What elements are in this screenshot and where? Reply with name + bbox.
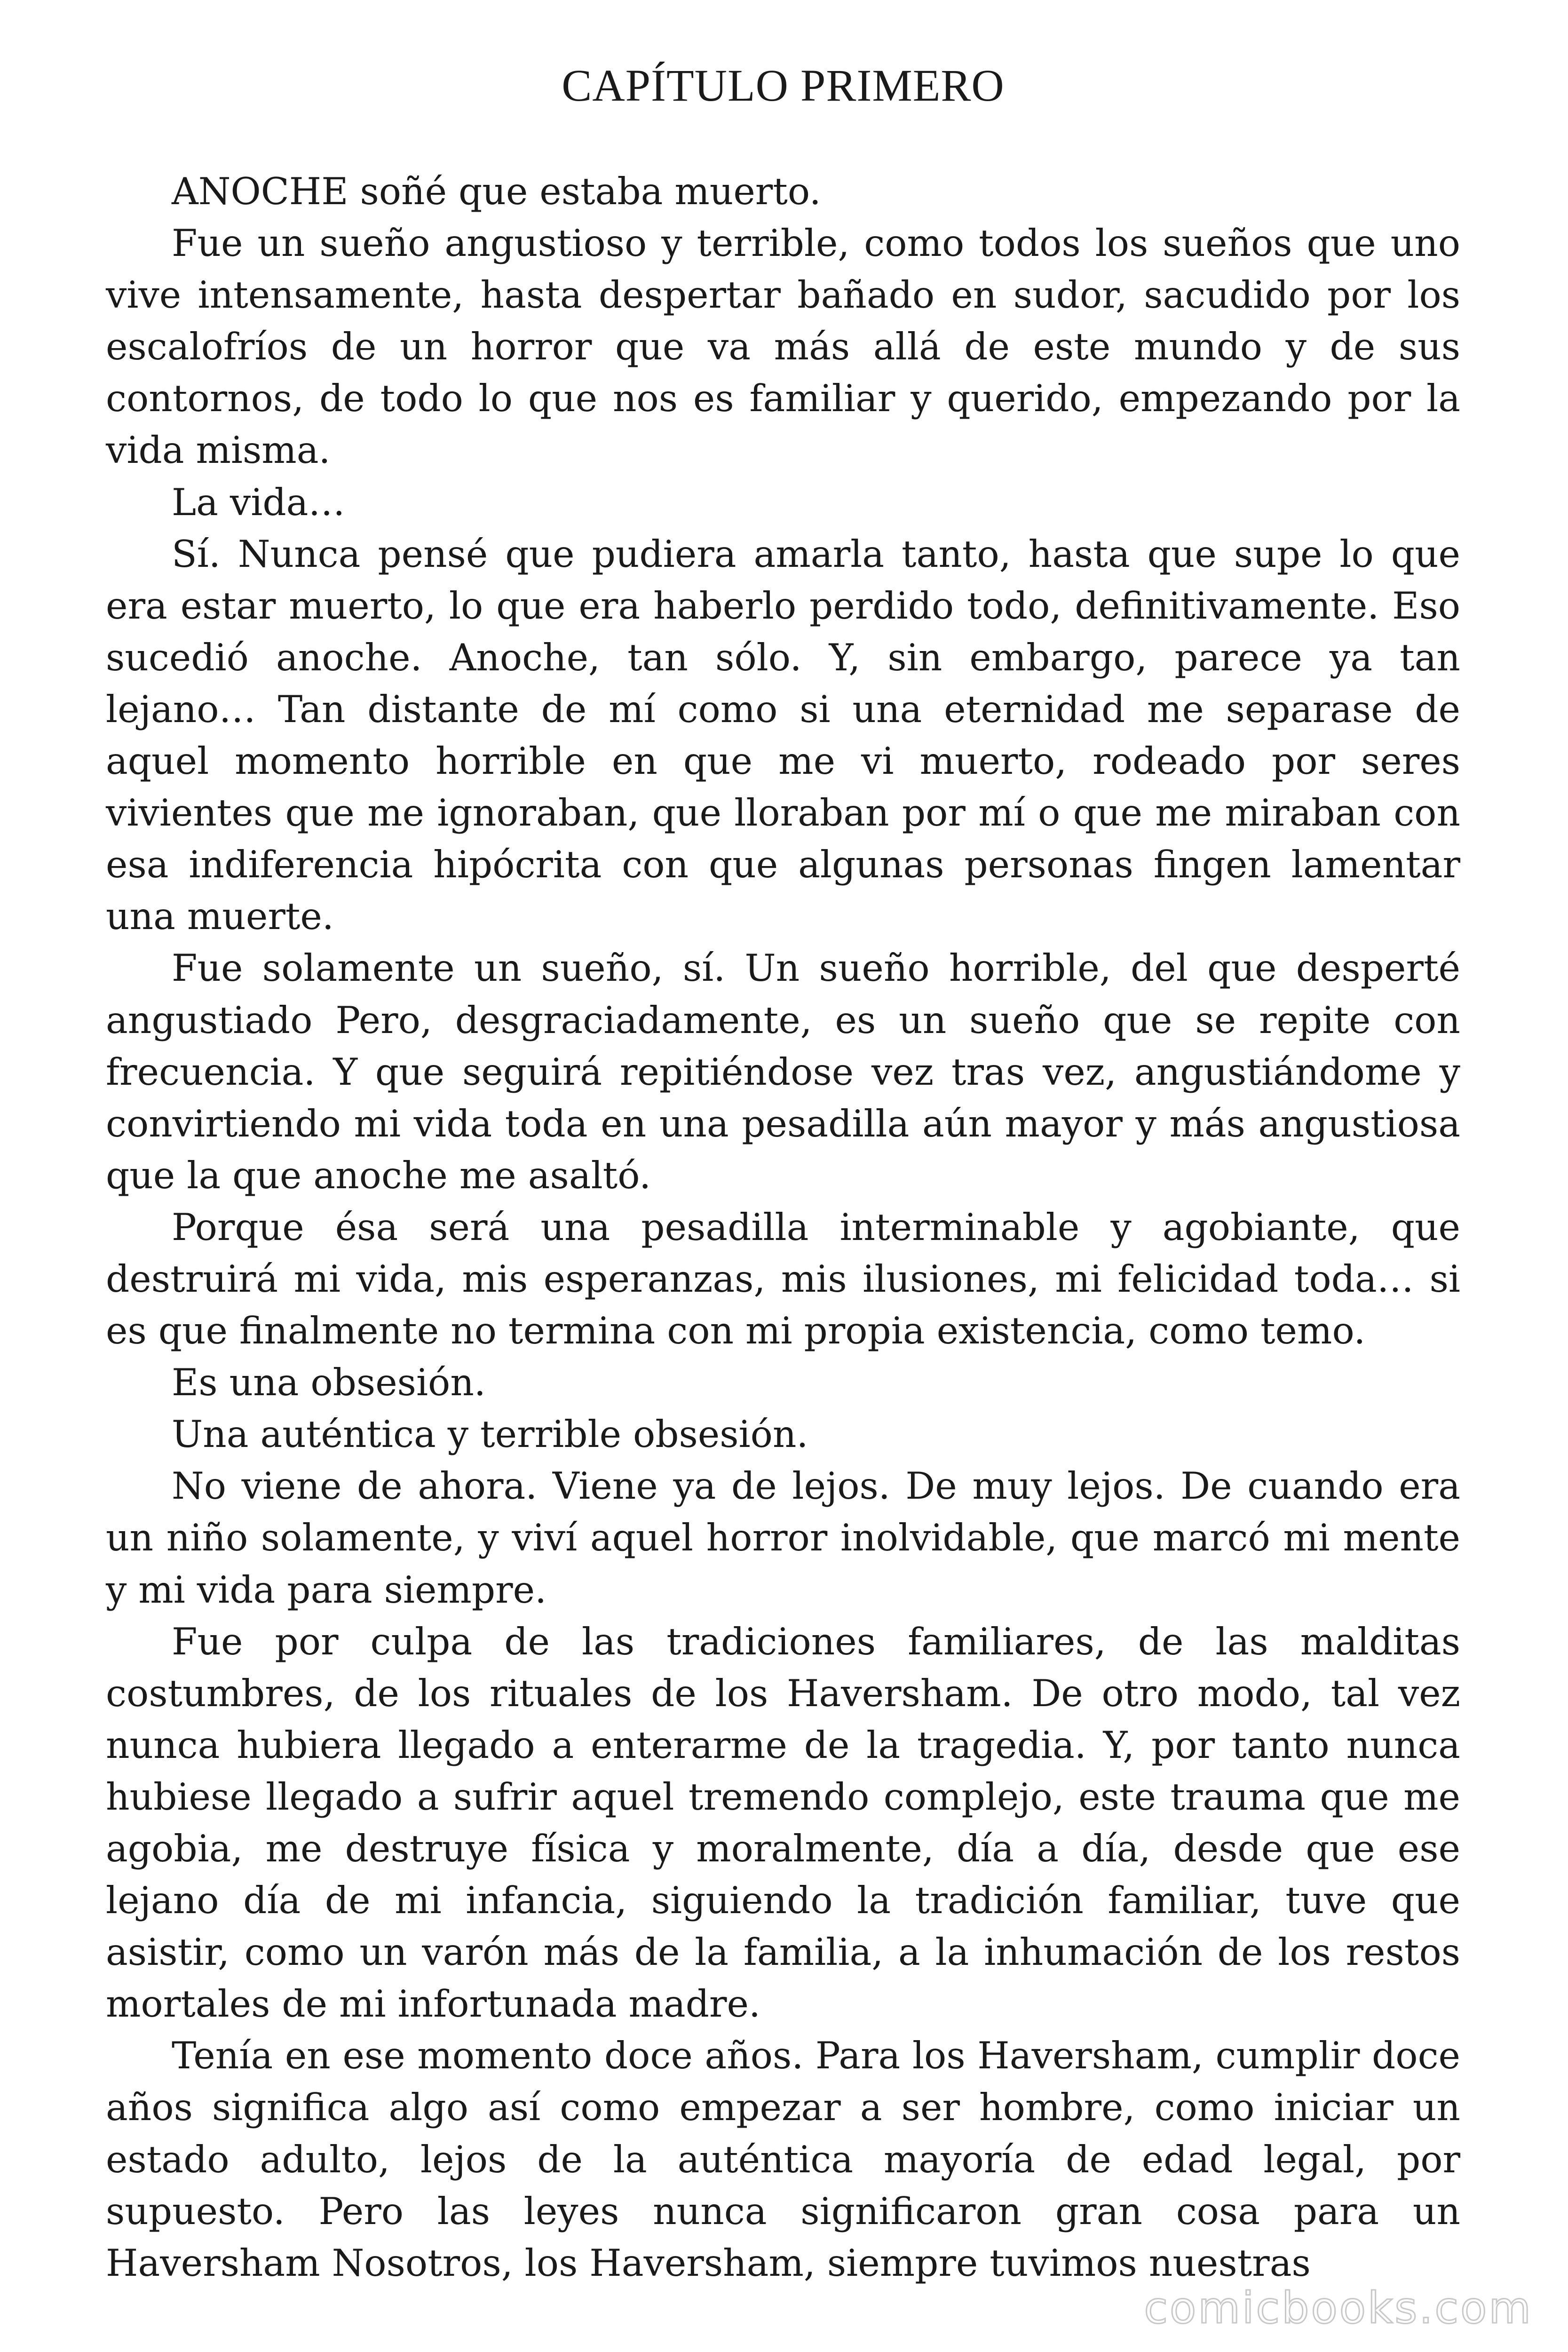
paragraph: Fue un sueño angustioso y terrible, como todos los sueños que uno vive intensamente, hasta despertar bañado en sudor, sacudido por los escalofríos de un horror que va más allá de este mundo y de sus contornos, de todo lo que nos es familiar y querido, empezando por la vida misma. <box>106 222 1460 472</box>
watermark: comicbooks.com <box>1144 2283 1533 2333</box>
paragraph: No viene de ahora. Viene ya de lejos. De muy lejos. De cuando era un niño solamente, y viví aquel horror inolvidable, que marcó mi mente y mi vida para siempre. <box>106 1464 1460 1612</box>
chapter-body <box>106 166 1460 2289</box>
paragraph: Fue solamente un sueño, sí. Un sueño horrible, del que desperté angustiado Pero, desgraciadamente, es un sueño que se repite con frecuencia. Y que seguirá repitiéndose vez tras vez, angustiándome y convirtiendo mi vida toda en una pesadilla aún mayor y más angustiosa que la que anoche me asaltó. <box>106 946 1460 1197</box>
paragraph: Sí. Nunca pensé que pudiera amarla tanto, hasta que supe lo que era estar muerto, lo que era haberlo perdido todo, definitivamente. Eso sucedió anoche. Anoche, tan sólo. Y, sin embargo, parece ya tan lejano… Tan distante de mí como si una eternidad me separase de aquel momento horrible en que me vi muerto, rodeado por seres vivientes que me ignoraban, que lloraban por mí o que me miraban con esa indiferencia hipócrita con que algunas personas fingen lamentar una muerte. <box>106 532 1460 938</box>
paragraph: Fue por culpa de las tradiciones familiares, de las malditas costumbres, de los rituales de los Haversham. De otro modo, tal vez nunca hubiera llegado a enterarme de la tragedia. Y, por tanto nunca hubiese llegado a sufrir aquel tremendo complejo, este trauma que me agobia, me destruye física y moralmente, día a día, desde que ese lejano día de mi infancia, siguiendo la tradición familiar, tuve que asistir, como un varón más de la familia, a la inhumación de los restos mortales de mi infortunada madre. <box>106 1620 1460 2026</box>
paragraph: ANOCHE soñé que estaba muerto. <box>172 170 821 213</box>
paragraph: Es una obsesión. <box>172 1361 486 1405</box>
paragraph: Una auténtica y terrible obsesión. <box>172 1413 808 1456</box>
paragraph: La vida… <box>172 480 345 524</box>
book-page <box>106 0 1460 2352</box>
paragraph: Tenía en ese momento doce años. Para los Haversham, cumplir doce años significa algo así como empezar a ser hombre, como iniciar un estado adulto, lejos de la auténtica mayoría de edad legal, por supuesto. Pero las leyes nunca significaron gran cosa para un Haversham Nosotros, los Haversham, siempre tuvimos nuestras <box>106 2034 1460 2285</box>
paragraph: Porque ésa será una pesadilla interminable y agobiante, que destruirá mi vida, mis esperanzas, mis ilusiones, mi felicidad toda… si es que finalmente no termina con mi propia existencia, como temo. <box>106 1205 1460 1353</box>
chapter-title: CAPÍTULO PRIMERO <box>562 60 1005 111</box>
